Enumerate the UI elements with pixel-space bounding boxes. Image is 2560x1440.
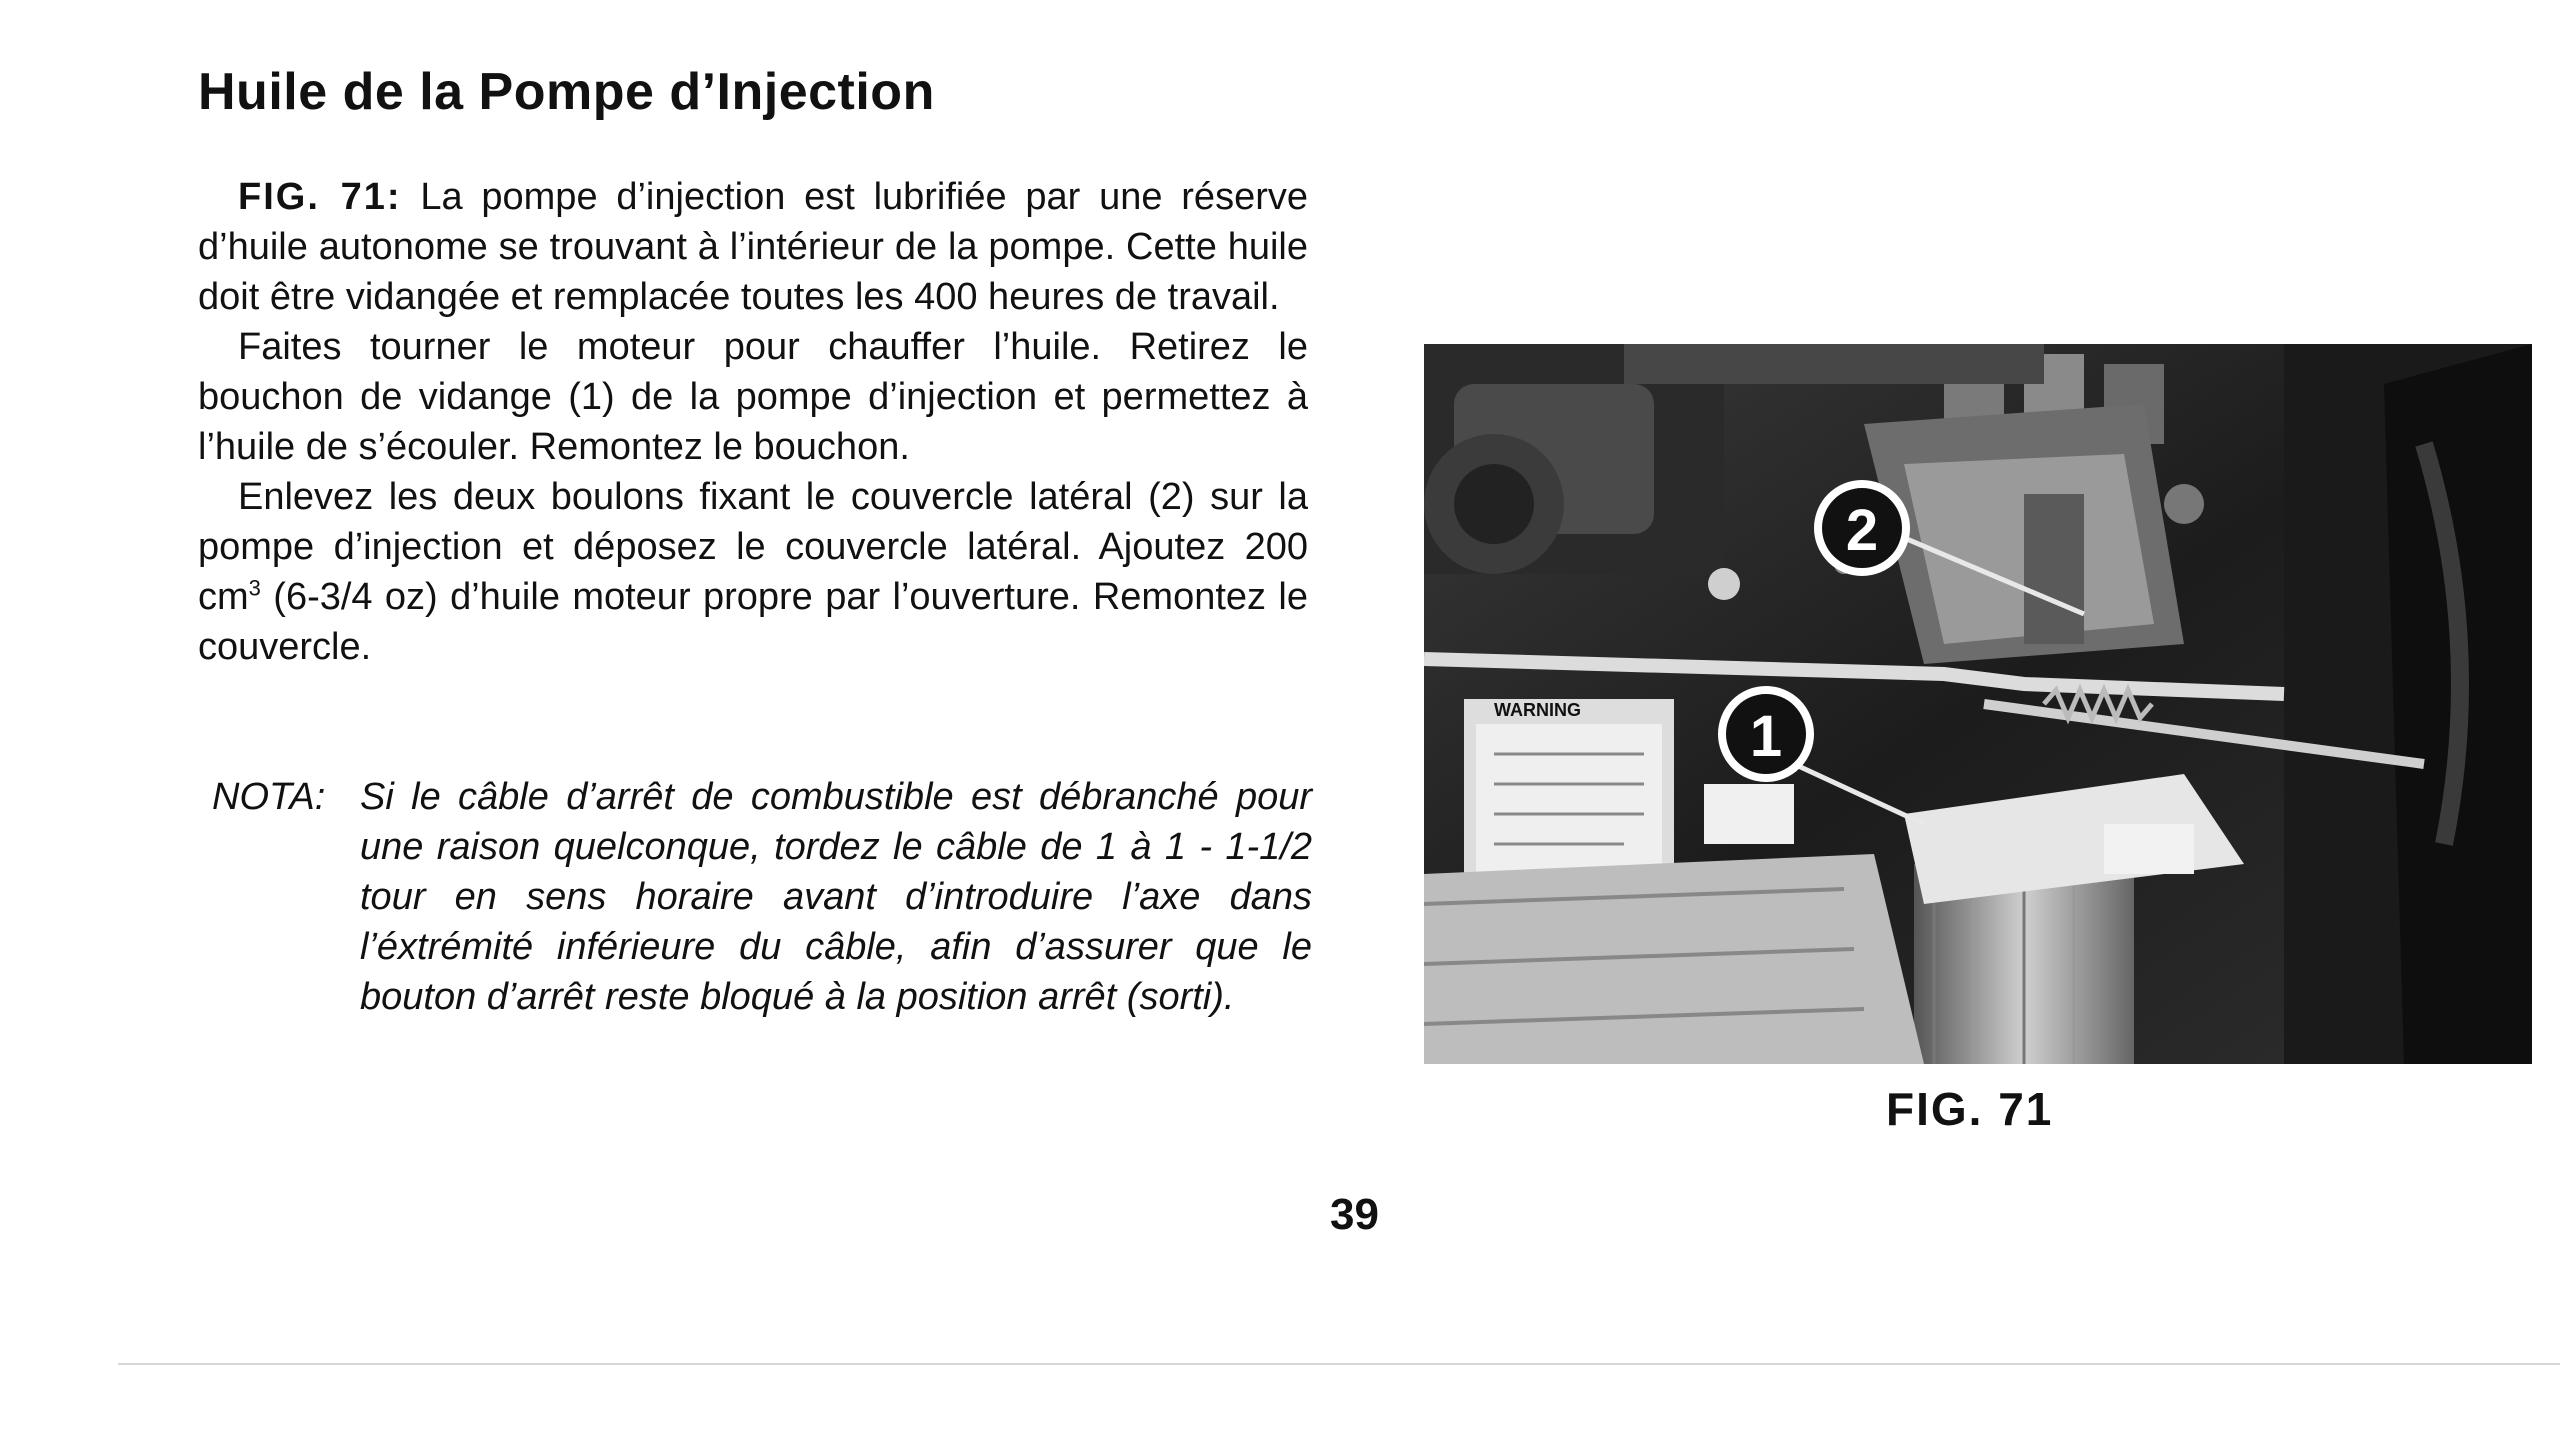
nota-label: NOTA: — [212, 776, 326, 818]
paragraph-2: Faites tourner le moteur pour chauffer l’huile. Retirez le bouchon de vidange (1) de la pompe d’injection et permettez à l’huile de s’écouler. Remontez le bouchon. — [198, 326, 1308, 468]
paragraph-1-text: La pompe d’injection est lubrifiée par une réserve d’huile autonome se trouvant à l’intérieur de la pompe. Cette huile doit être vidangée et remplacée toutes les 400 heures de travail. — [198, 176, 1308, 318]
injection-pump-photo — [1424, 344, 2532, 1064]
callout-2: 2 — [1845, 498, 1879, 563]
nota-text: Si le câble d’arrêt de combustible est débranché pour une raison quelconque, tordez le câble de 1 à 1 - 1-1/2 tour en sens horaire avant d’introduire l’axe dans l’éxtrémité inférieure du câble, afin d’assurer que le bouton d’arrêt reste bloqué à la position arrêt (sorti). — [360, 776, 1312, 1018]
figure-caption: FIG. 71 — [1886, 1083, 2054, 1135]
superscript-3: 3 — [248, 575, 261, 601]
page-number: 39 — [1330, 1190, 1379, 1239]
warning-label-text: WARNING — [1494, 700, 1581, 720]
paragraph-3-text-a: Enlevez les deux boulons fixant le couvercle latéral (2) sur la pompe d’injection et déposez le couvercle latéral. Ajoutez 200 cm — [198, 476, 1308, 618]
figure-reference: FIG. 71: — [238, 176, 402, 218]
paragraph-3-text-b: (6-3/4 oz) d’huile moteur propre par l’ouverture. Remontez le couvercle. — [198, 576, 1308, 668]
callout-1: 1 — [1749, 704, 1783, 769]
nota-block — [212, 772, 1312, 1022]
page-title: Huile de la Pompe d’Injection — [198, 63, 935, 121]
bottom-divider — [118, 1363, 2560, 1365]
paragraph-3 — [198, 472, 1308, 672]
body-text — [198, 172, 1308, 672]
paragraph-1 — [198, 172, 1308, 322]
